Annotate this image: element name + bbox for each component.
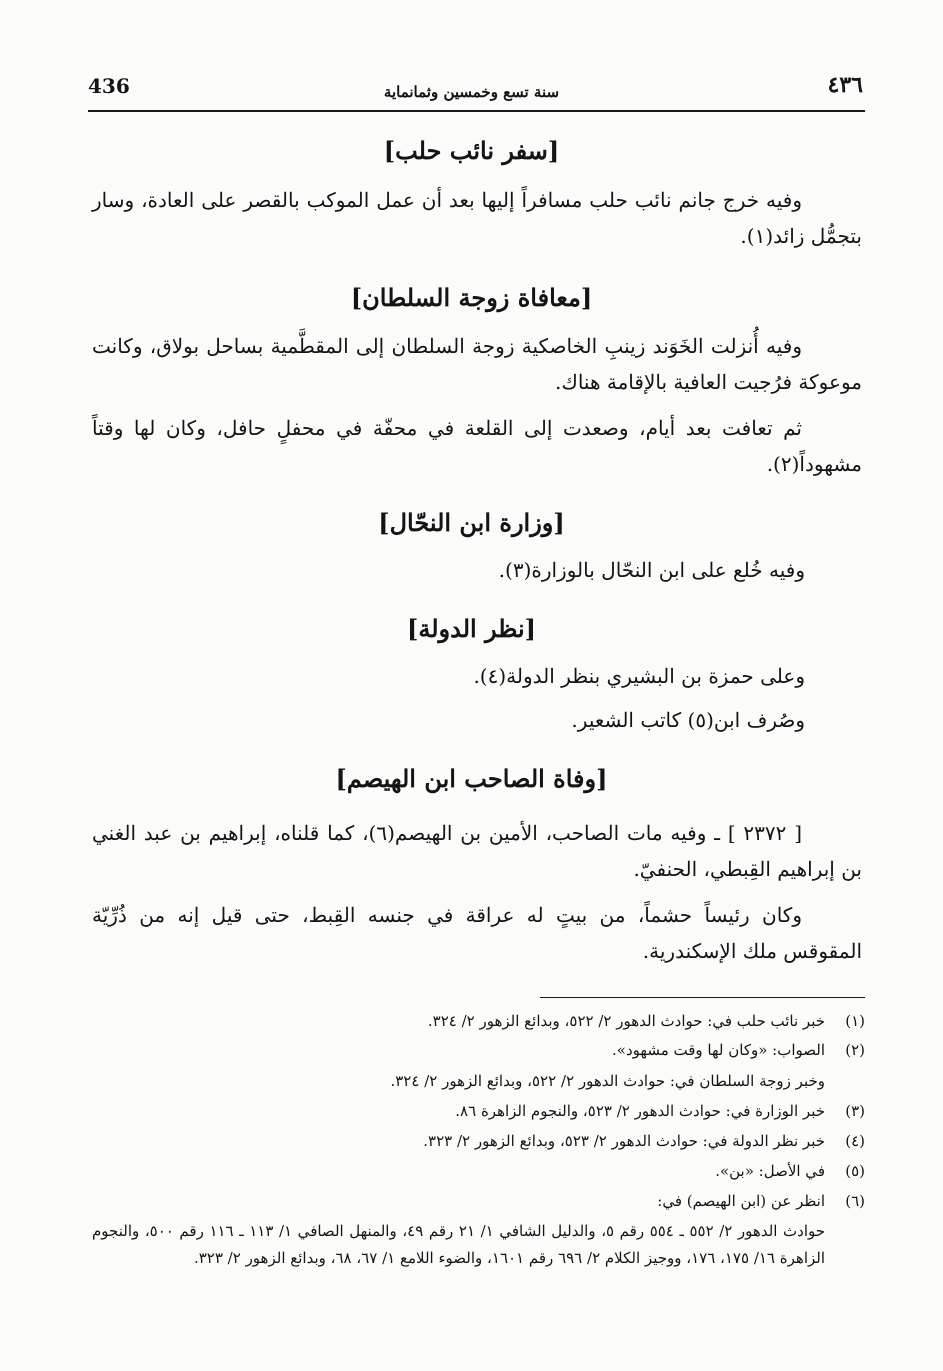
footnote-number: (٢) bbox=[845, 1041, 865, 1059]
paragraph: ثم تعافت بعد أيام، وصعدت إلى القلعة في محفّة في محفلٍ حافل، وكان لها وقتاً مشهوداً(٢). bbox=[92, 416, 862, 476]
footnote-number: (٣) bbox=[845, 1102, 865, 1120]
paragraph: [ ٢٣٧٢ ] ـ وفيه مات الصاحب، الأمين بن الهيصم(٦)، كما قلناه، إبراهيم بن عبد الغني بن إبراهيم القِبطي، الحنفيّ. bbox=[92, 821, 862, 881]
paragraph: وصُرف ابن(٥) كاتب الشعير. bbox=[571, 708, 805, 732]
footnote-number: (٤) bbox=[845, 1132, 865, 1150]
paragraph: وفيه أُنزلت الخَوَند زينبِ الخاصكية زوجة السلطان إلى المقطَّمية بساحل بولاق، وكانت موعوكة فرُجيت العافية بالإقامة هناك. bbox=[92, 334, 862, 394]
footnote bbox=[92, 1039, 865, 1062]
footnote-continuation: حوادث الدهور ٢/ ٥٥٢ ـ ٥٥٤ رقم ٥، والدليل الشافي ١/ ٢١ رقم ٤٩، والمنهل الصافي ١/ ١١٣ ـ ١١٦ رقم ٥٠٠، والنجوم الزاهرة ١٦/ ١٧٥، ١٧٦، ووجيز الكلام ٢/ ٦٩٦ رقم ١٦٠١، والضوء اللامع ١/ ٦٧، ٦٨، وبدائع الزهور ٢/ ٣٢٣. bbox=[92, 1222, 826, 1267]
footnote-number: (١) bbox=[845, 1012, 865, 1030]
footnote-text: انظر عن (ابن الهيصم) في: bbox=[657, 1192, 825, 1210]
footnote-text: خبر نائب حلب في: حوادث الدهور ٢/ ٥٢٢، وبدائع الزهور ٢/ ٣٢٤. bbox=[427, 1012, 825, 1030]
section-heading: [وزارة ابن النحّال] bbox=[378, 508, 565, 537]
footnote-text: في الأصل: «بن». bbox=[715, 1162, 825, 1180]
paragraph: وفيه خرج جانم نائب حلب مسافراً إليها بعد أن عمل الموكب بالقصر على العادة، وسار بتجمُّل زائد(١). bbox=[92, 188, 862, 248]
section-heading: [سفر نائب حلب] bbox=[383, 136, 560, 165]
footnote-text: خبر الوزارة في: حوادث الدهور ٢/ ٥٢٣، والنجوم الزاهرة ٨٦. bbox=[455, 1102, 825, 1120]
header-rule bbox=[88, 110, 865, 112]
section-heading: [نظر الدولة] bbox=[406, 614, 537, 643]
section-heading: [وفاة الصاحب ابن الهيصم] bbox=[335, 764, 608, 793]
footnote bbox=[92, 1010, 865, 1033]
footnote-text: الصواب: «وكان لها وقت مشهود». bbox=[612, 1041, 825, 1059]
paragraph: وفيه خُلع على ابن النحّال بالوزارة(٣). bbox=[498, 558, 805, 582]
footnote bbox=[92, 1130, 865, 1153]
paragraph: وعلى حمزة بن البشيري بنظر الدولة(٤). bbox=[473, 664, 805, 688]
footnote-number: (٥) bbox=[845, 1162, 865, 1180]
page-number-latin: 436 bbox=[88, 74, 130, 98]
section-heading: [معافاة زوجة السلطان] bbox=[350, 283, 593, 312]
footnote-text: خبر نظر الدولة في: حوادث الدهور ٢/ ٥٢٣، وبدائع الزهور ٢/ ٣٢٣. bbox=[423, 1132, 825, 1150]
paragraph: وكان رئيساً حشماً، من بيتٍ له عراقة في جنسه القِبط، حتى قيل إنه من ذُرِّيّة المقوقس ملك الإسكندرية. bbox=[92, 903, 862, 963]
footnote-rule bbox=[540, 997, 865, 998]
footnote bbox=[92, 1100, 865, 1123]
footnote bbox=[92, 1160, 865, 1183]
footnote-continuation: وخبر زوجة السلطان في: حوادث الدهور ٢/ ٥٢٢، وبدائع الزهور ٢/ ٣٢٤. bbox=[390, 1072, 825, 1090]
running-title: سنة تسع وخمسين وثمانماية bbox=[383, 83, 560, 101]
footnote bbox=[92, 1190, 865, 1213]
footnote-number: (٦) bbox=[845, 1192, 865, 1210]
page-number-arabic: ٤٣٦ bbox=[827, 72, 863, 98]
